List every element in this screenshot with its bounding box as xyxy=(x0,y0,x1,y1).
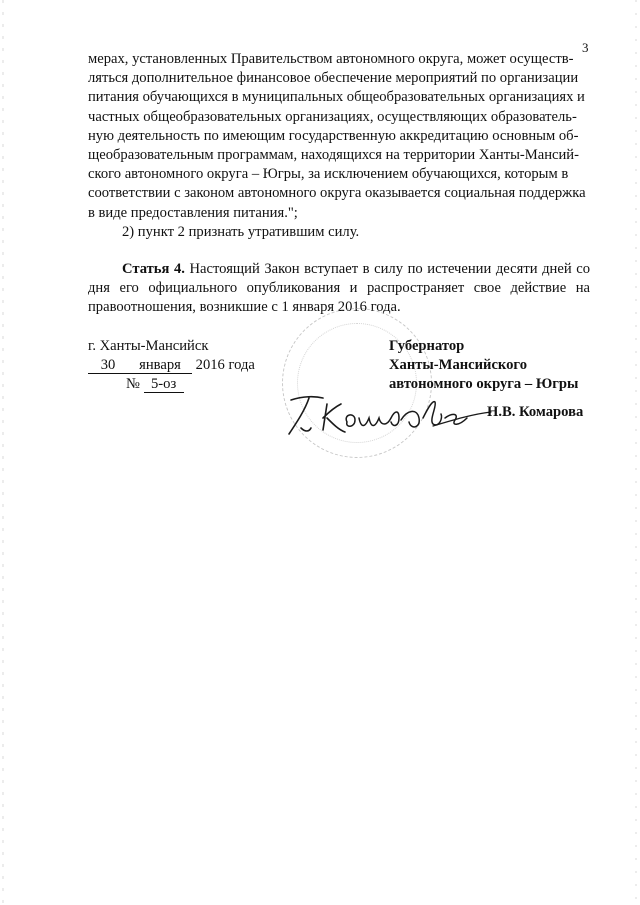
governor-title-line: Ханты-Мансийского xyxy=(389,357,527,373)
article-label: Статья 4. xyxy=(122,261,185,278)
paragraph-line: соответствии с законом автономного округа оказывается социальная поддержка xyxy=(88,185,586,202)
signing-day: 30 xyxy=(88,357,128,374)
signing-city: г. Ханты-Мансийск xyxy=(88,338,209,354)
paragraph-line: ляться дополнительное финансовое обеспечение мероприятий по организации xyxy=(88,70,579,87)
paragraph-item-2: 2) пункт 2 признать утратившим силу. xyxy=(122,223,360,240)
law-number xyxy=(88,375,288,394)
scan-edge-right xyxy=(635,0,637,905)
signing-place-date xyxy=(88,337,288,394)
law-number-prefix: № xyxy=(126,376,140,392)
governor-title-line: Губернатор xyxy=(389,338,465,354)
scan-edge-left xyxy=(2,0,4,905)
paragraph-line: ского автономного округа – Югры, за исключением обучающихся, которым в xyxy=(88,166,569,183)
governor-signature xyxy=(283,388,493,446)
signing-year: 2016 года xyxy=(195,357,255,373)
paragraph-line: мерах, установленных Правительством автономного округа, может осуществ- xyxy=(88,51,574,67)
governor-title-line: автономного округа – Югры xyxy=(389,376,579,392)
signing-date xyxy=(88,356,288,375)
paragraph-line: ную деятельность по имеющим государственную аккредитацию основным об- xyxy=(88,127,579,144)
law-number-value: 5-оз xyxy=(144,376,184,393)
paragraph-line: питания обучающихся в муниципальных общеобразовательных организациях и xyxy=(88,89,585,106)
paragraph-line: частных общеобразовательных организациях, осуществляющих образователь- xyxy=(88,108,577,125)
law-body-text xyxy=(88,50,590,318)
article-text: Настоящий Закон вступает в силу по истечении десяти дней со дня его официального опубликования и распространяет свое действие на правоотношения, возникшие с 1 января 2016 года. xyxy=(88,261,590,316)
paragraph-line: щеобразовательным программам, находящихся на территории Ханты-Мансий- xyxy=(88,147,579,164)
governor-name: Н.В. Комарова xyxy=(487,404,584,420)
signing-month: января xyxy=(128,357,192,374)
page-number: 3 xyxy=(582,40,589,55)
paragraph-line: в виде предоставления питания."; xyxy=(88,204,298,221)
governor-title xyxy=(389,337,599,394)
